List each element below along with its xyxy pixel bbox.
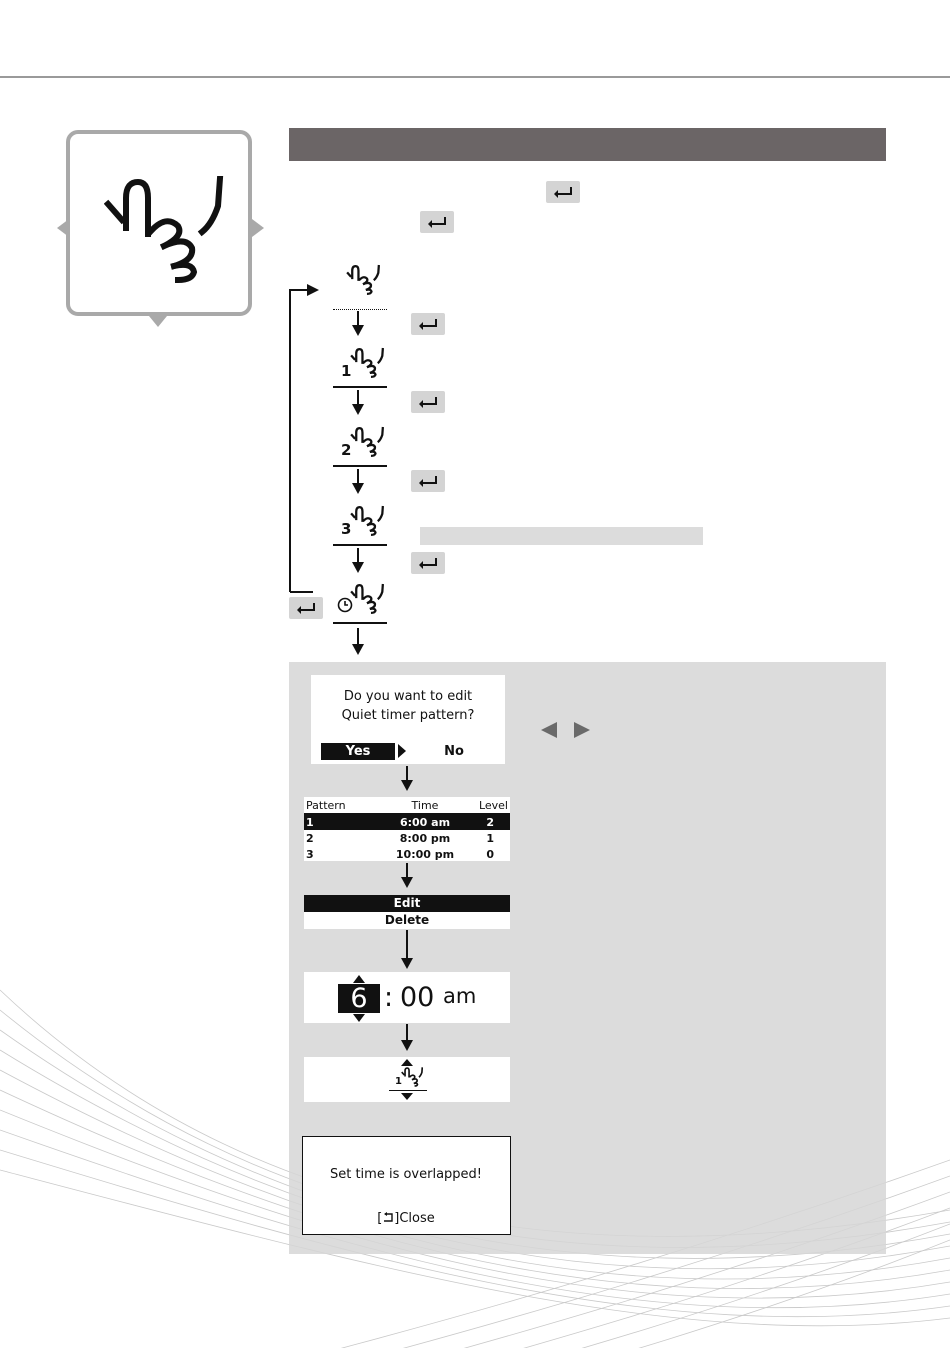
- delete-menu-item[interactable]: Delete: [384, 913, 430, 927]
- left-triangle-icon: [57, 219, 69, 237]
- down-triangle-icon: [149, 316, 167, 327]
- loop-arrow: [283, 280, 323, 595]
- time-cell: 10:00 pm: [395, 847, 455, 861]
- edit-confirm-dialog: [311, 675, 505, 764]
- down-triangle-icon[interactable]: [401, 1093, 413, 1100]
- hand-pattern-icon: [350, 424, 384, 460]
- down-arrow: [400, 1024, 414, 1052]
- table-row[interactable]: [304, 830, 510, 846]
- step-divider: [333, 386, 387, 388]
- dialog-question-line2: Quiet timer pattern?: [341, 708, 475, 723]
- bracket-left: [: [377, 1211, 383, 1226]
- enter-key-icon: [289, 597, 323, 619]
- down-arrow: [351, 469, 365, 495]
- down-arrow: [351, 390, 365, 416]
- hand-pattern-icon: [104, 176, 224, 286]
- yes-button[interactable]: Yes: [321, 743, 395, 760]
- level-cell: 2: [472, 814, 510, 831]
- right-arrow-key-icon: [568, 720, 594, 740]
- left-arrow-key-icon: [537, 720, 563, 740]
- table-header: [304, 797, 510, 814]
- table-row[interactable]: [304, 814, 510, 831]
- pattern-number: 3: [341, 520, 352, 538]
- pattern-cell: 3: [306, 847, 314, 861]
- time-separator: :: [384, 982, 394, 1013]
- pattern-number: 1: [395, 1076, 402, 1087]
- level-cell: 0: [486, 847, 494, 861]
- hand-pattern-icon: [350, 503, 384, 539]
- down-arrow: [400, 930, 414, 970]
- down-arrow: [351, 311, 365, 337]
- down-arrow: [400, 766, 414, 792]
- bracket-right: ]: [394, 1211, 400, 1226]
- enter-key-icon: [546, 181, 580, 203]
- step-divider: [333, 465, 387, 467]
- close-button[interactable]: [303, 1211, 509, 1226]
- hand-pattern-icon: [350, 345, 384, 381]
- level-cell: 1: [486, 831, 494, 845]
- time-cell: 8:00 pm: [399, 831, 451, 845]
- pattern-cell: 2: [306, 831, 314, 845]
- top-divider: [0, 76, 950, 78]
- no-button[interactable]: No: [444, 744, 464, 759]
- enter-key-icon: [411, 470, 445, 492]
- overlap-alert: [302, 1136, 511, 1235]
- step-divider: [333, 622, 387, 624]
- ampm-value: am: [443, 984, 477, 1008]
- hand-pattern-icon: [401, 1066, 423, 1088]
- down-arrow: [400, 863, 414, 889]
- hand-pattern-icon: [350, 581, 384, 617]
- highlight-bar: [420, 527, 703, 545]
- close-label: Close: [399, 1211, 435, 1226]
- hand-pattern-icon: [346, 262, 380, 298]
- selection-cursor-icon: [398, 744, 406, 758]
- enter-key-icon: [411, 552, 445, 574]
- pattern-number: 2: [341, 441, 352, 459]
- time-cell: 6:00 am: [378, 814, 472, 831]
- pattern-table: [304, 797, 510, 862]
- up-triangle-icon[interactable]: [353, 975, 365, 983]
- time-editor-screen: [304, 972, 510, 1023]
- column-header-level: Level: [472, 797, 510, 814]
- alert-message: Set time is overlapped!: [329, 1167, 483, 1182]
- column-header-pattern: Pattern: [304, 797, 378, 814]
- pattern-list-screen: [304, 797, 510, 861]
- step-divider: [333, 544, 387, 546]
- step-divider: [389, 1090, 427, 1091]
- minutes-value: 00: [400, 982, 435, 1013]
- enter-key-icon: [420, 211, 454, 233]
- table-row[interactable]: [304, 846, 510, 862]
- down-triangle-icon[interactable]: [353, 1014, 365, 1022]
- hour-value[interactable]: 6: [338, 984, 380, 1013]
- enter-key-icon: [411, 313, 445, 335]
- pattern-number: 1: [341, 362, 352, 380]
- section-header-bar: [289, 128, 886, 161]
- dialog-question-line1: Do you want to edit: [343, 689, 473, 704]
- enter-key-icon: [411, 391, 445, 413]
- down-arrow: [351, 548, 365, 574]
- edit-delete-menu: [304, 895, 510, 929]
- up-triangle-icon[interactable]: [401, 1059, 413, 1066]
- step-divider: [333, 309, 387, 310]
- pattern-cell: 1: [304, 814, 378, 831]
- edit-menu-item[interactable]: Edit: [304, 895, 510, 912]
- right-triangle-icon: [252, 219, 264, 237]
- column-header-time: Time: [378, 797, 472, 814]
- back-icon: [382, 1212, 394, 1223]
- pattern-indicator-screen: [304, 1057, 510, 1102]
- down-arrow: [351, 628, 365, 656]
